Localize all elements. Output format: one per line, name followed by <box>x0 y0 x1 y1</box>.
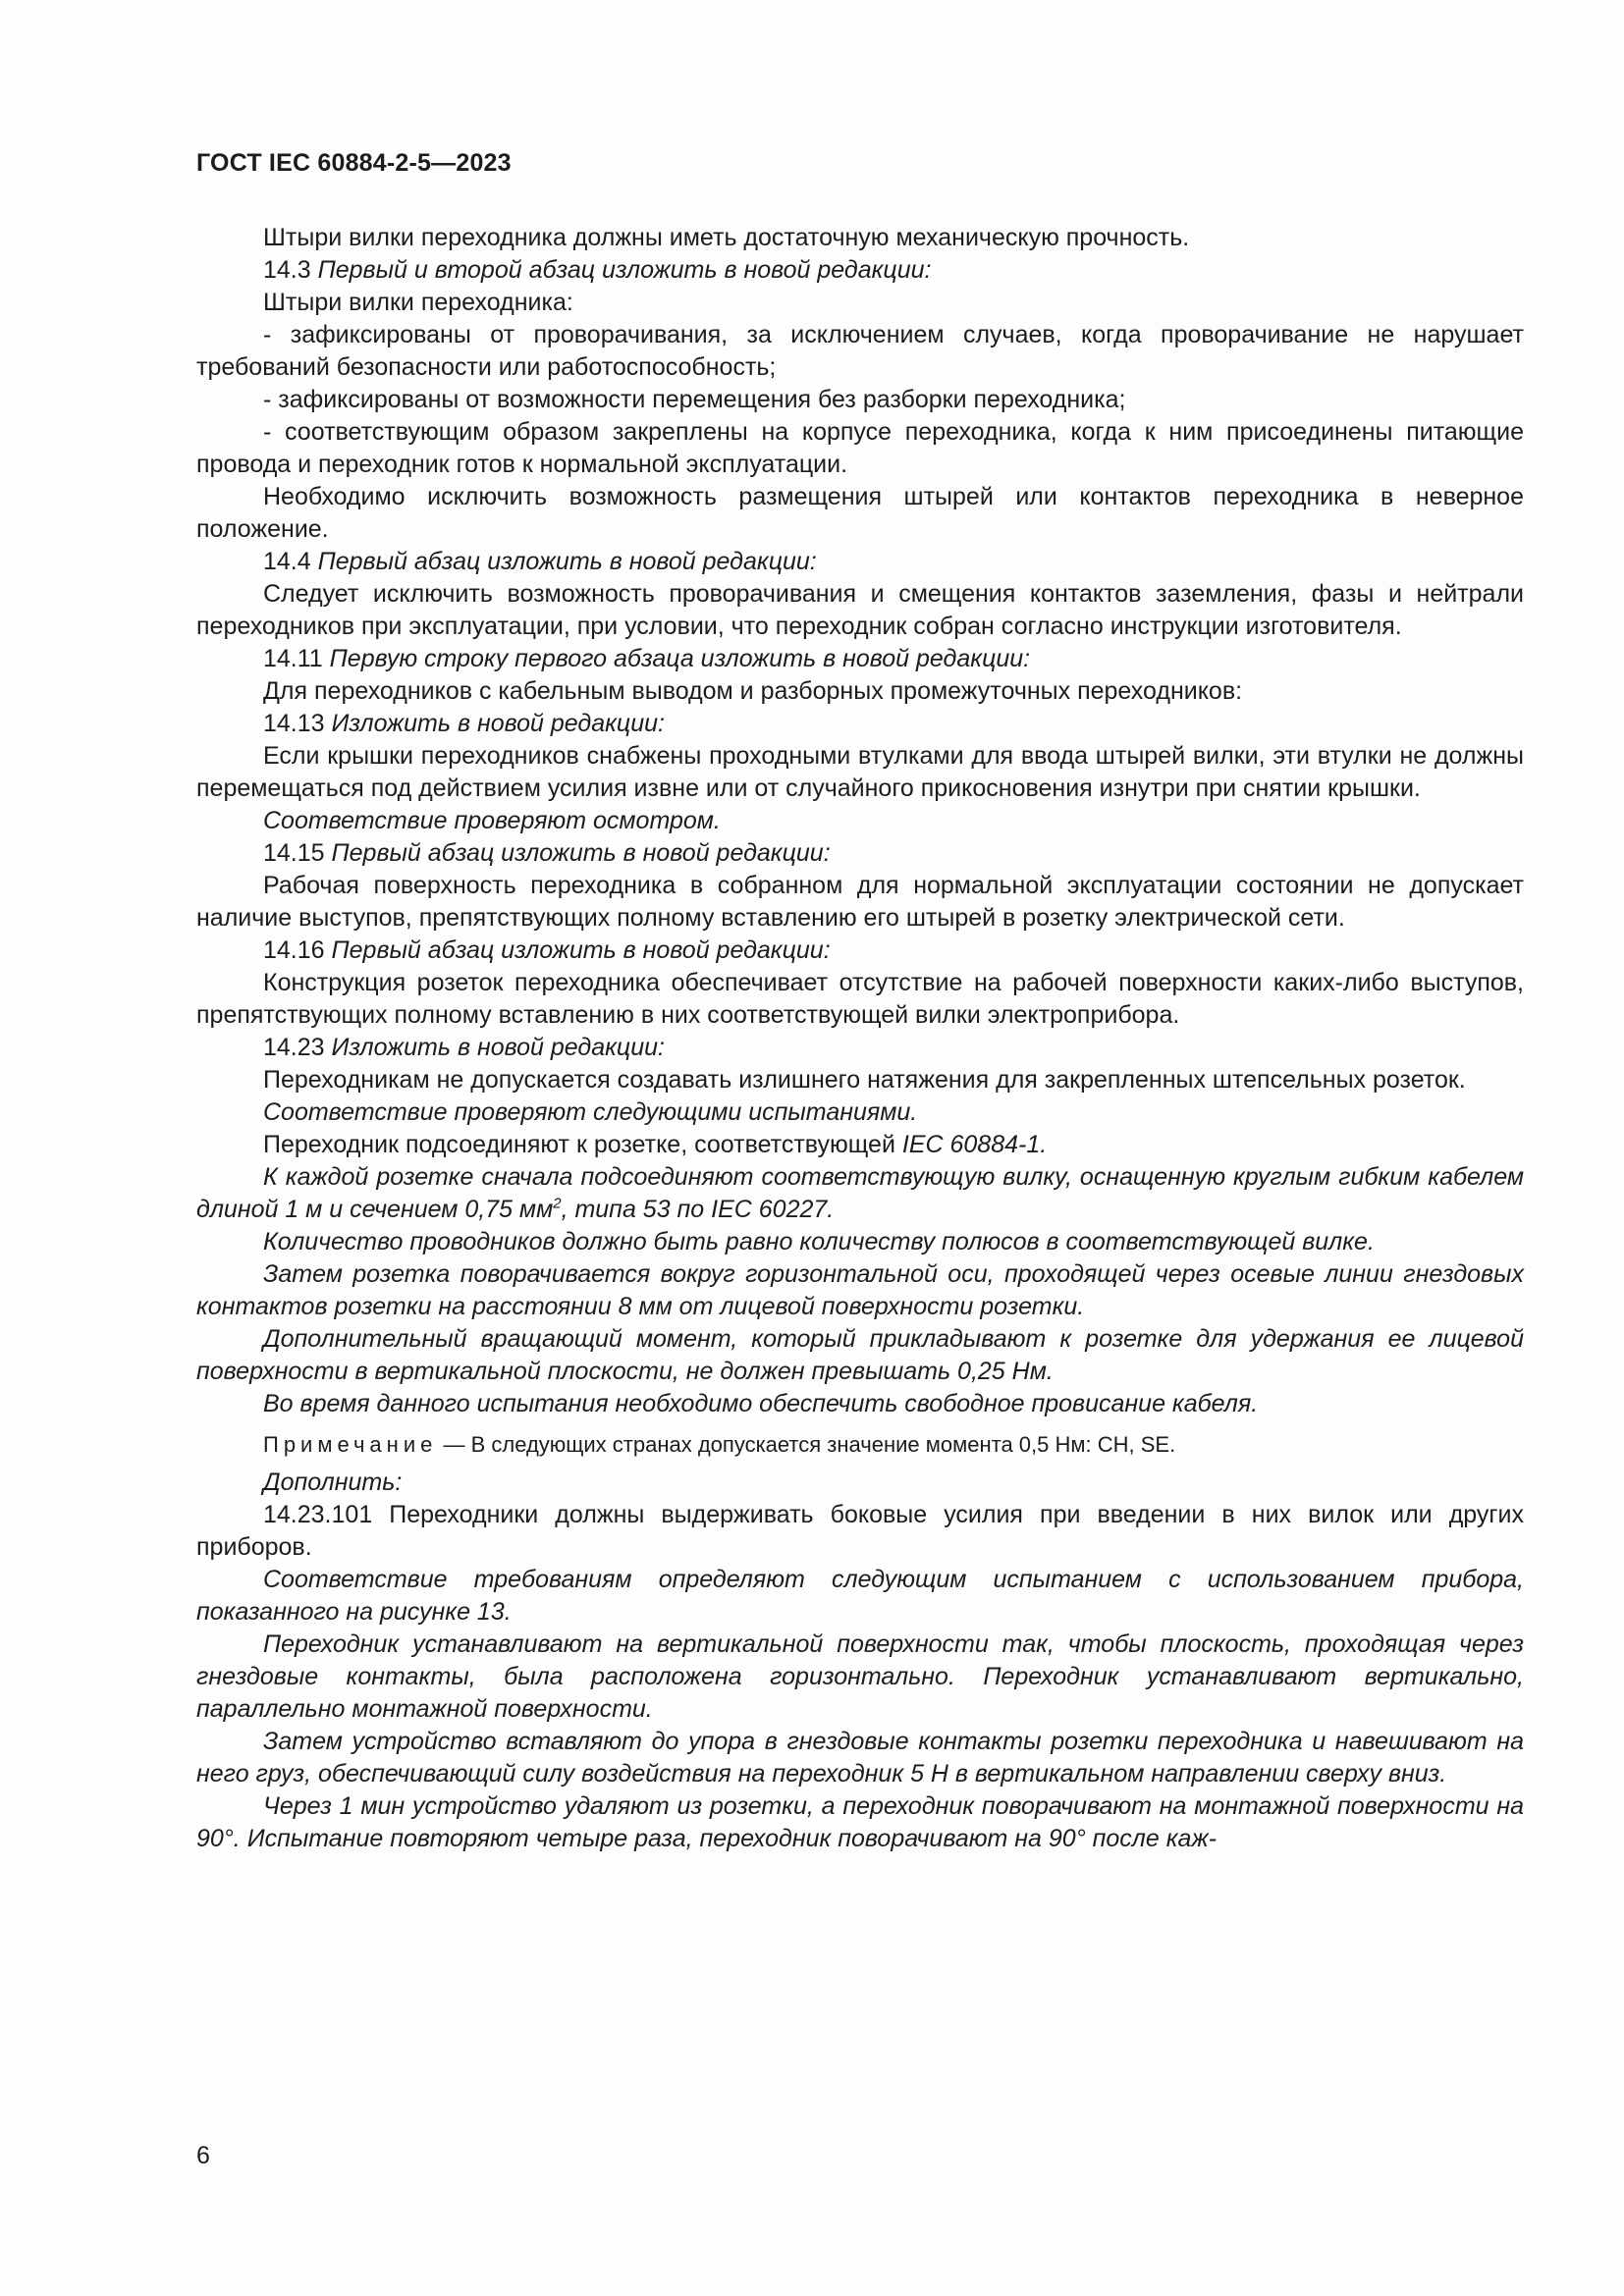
note-label: Примечание <box>263 1432 438 1457</box>
document-body <box>196 222 1524 1855</box>
standard-reference: IEC 60884-1. <box>901 1131 1048 1158</box>
paragraph-italic: Затем устройство вставляют до упора в гнездовые контакты розетки переходника и навешивают на него груз, обеспечивающий силу воздействия на переходник 5 Н в вертикальном направлении сверху вниз. <box>196 1728 1524 1788</box>
paragraph <box>196 708 1524 740</box>
list-item: - соответствующим образом закреплены на корпусе переходника, когда к ним присоединены питающие провода и переходник готов к нормальной эксплуатации. <box>196 418 1524 478</box>
paragraph <box>196 643 1524 675</box>
paragraph-italic: Дополнительный вращающий момент, который прикладывают к розетке для удержания ее лицевой поверхности в вертикальной плоскости, не должен превышать 0,25 Нм. <box>196 1325 1524 1385</box>
paragraph <box>196 546 1524 578</box>
note <box>196 1428 1524 1461</box>
instruction: Изложить в новой редакции: <box>331 1034 665 1061</box>
paragraph-italic: Во время данного испытания необходимо обеспечить свободное провисание кабеля. <box>263 1390 1259 1417</box>
clause-number: 14.23 <box>263 1034 325 1061</box>
clause-number: 14.15 <box>263 839 325 867</box>
paragraph-italic: Дополнить: <box>263 1468 403 1496</box>
paragraph-text: К каждой розетке сначала подсоединяют соответствующую вилку, оснащенную круглым гибким кабелем длиной 1 м и сечением 0,75 мм <box>196 1163 1524 1223</box>
instruction: Первый абзац изложить в новой редакции: <box>331 936 831 964</box>
paragraph-italic: Через 1 мин устройство удаляют из розетки, а переходник поворачивают на монтажной поверхности на 90°. Испытание повторяют четыре раза, переходник поворачивают на 90° после каж- <box>196 1792 1524 1852</box>
paragraph-italic: Количество проводников должно быть равно количеству полюсов в соответствующей вилке. <box>263 1228 1375 1255</box>
paragraph: Переходникам не допускается создавать излишнего натяжения для закрепленных штепсельных розеток. <box>263 1066 1466 1094</box>
paragraph-text-tail: , типа 53 по IEC 60227. <box>561 1196 835 1223</box>
paragraph <box>196 1032 1524 1064</box>
paragraph <box>196 837 1524 870</box>
paragraph: Конструкция розеток переходника обеспечивает отсутствие на рабочей поверхности каких-либо выступов, препятствующих полному вставлению в них соответствующей вилки электроприбора. <box>196 969 1524 1029</box>
paragraph-text: Переходник подсоединяют к розетке, соответствующей <box>263 1131 895 1158</box>
instruction: Первый и второй абзац изложить в новой редакции: <box>317 256 932 284</box>
clause-number: 14.13 <box>263 710 325 737</box>
paragraph: 14.23.101 Переходники должны выдерживать боковые усилия при введении в них вилок или других приборов. <box>196 1501 1524 1561</box>
paragraph: Необходимо исключить возможность размещения штырей или контактов переходника в неверное положение. <box>196 483 1524 543</box>
paragraph-italic: Переходник устанавливают на вертикальной поверхности так, чтобы плоскость, проходящая через гнездовые контакты, была расположена горизонтально. Переходник устанавливают вертикально, параллельно монтажной поверхности. <box>196 1630 1524 1723</box>
instruction: Первый абзац изложить в новой редакции: <box>317 548 817 575</box>
paragraph-italic <box>196 1161 1524 1226</box>
paragraph: Если крышки переходников снабжены проходными втулками для ввода штырей вилки, эти втулки не должны перемещаться под действием усилия извне или от случайного прикосновения изнутри при снятии крышки. <box>196 742 1524 802</box>
list-item: - зафиксированы от проворачивания, за исключением случаев, когда проворачивание не нарушает требований безопасности или работоспособность; <box>196 321 1524 381</box>
clause-number: 14.3 <box>263 256 311 284</box>
paragraph-italic: Затем розетка поворачивается вокруг горизонтальной оси, проходящей через осевые линии гнездовых контактов розетки на расстоянии 8 мм от лицевой поверхности розетки. <box>196 1260 1524 1320</box>
paragraph-italic: Соответствие проверяют осмотром. <box>263 807 721 834</box>
paragraph: Для переходников с кабельным выводом и разборных промежуточных переходников: <box>263 677 1243 705</box>
clause-number: 14.11 <box>263 645 323 672</box>
paragraph-italic: Соответствие проверяют следующими испытаниями. <box>263 1098 918 1126</box>
document-header: ГОСТ IEC 60884-2-5—2023 <box>196 149 512 177</box>
clause-number: 14.4 <box>263 548 311 575</box>
paragraph: Штыри вилки переходника: <box>263 289 573 316</box>
paragraph: Штыри вилки переходника должны иметь достаточную механическую прочность. <box>263 224 1190 251</box>
paragraph: Следует исключить возможность проворачивания и смещения контактов заземления, фазы и нейтрали переходников при эксплуатации, при условии, что переходник собран согласно инструкции изготовителя. <box>196 580 1524 640</box>
instruction: Первый абзац изложить в новой редакции: <box>331 839 831 867</box>
superscript: 2 <box>553 1195 562 1212</box>
paragraph: Рабочая поверхность переходника в собранном для нормальной эксплуатации состоянии не допускает наличие выступов, препятствующих полному вставлению его штырей в розетку электрической сети. <box>196 872 1524 932</box>
list-item: - зафиксированы от возможности перемещения без разборки переходника; <box>263 386 1126 413</box>
clause-number: 14.16 <box>263 936 325 964</box>
paragraph <box>196 254 1524 287</box>
paragraph-italic: Соответствие требованиям определяют следующим испытанием с использованием прибора, показанного на рисунке 13. <box>196 1566 1524 1626</box>
page-number: 6 <box>196 2142 210 2169</box>
note-text: — В следующих странах допускается значение момента 0,5 Нм: CH, SE. <box>443 1432 1176 1457</box>
paragraph <box>196 1129 1524 1161</box>
instruction: Изложить в новой редакции: <box>331 710 665 737</box>
instruction: Первую строку первого абзаца изложить в новой редакции: <box>329 645 1031 672</box>
paragraph <box>196 934 1524 967</box>
